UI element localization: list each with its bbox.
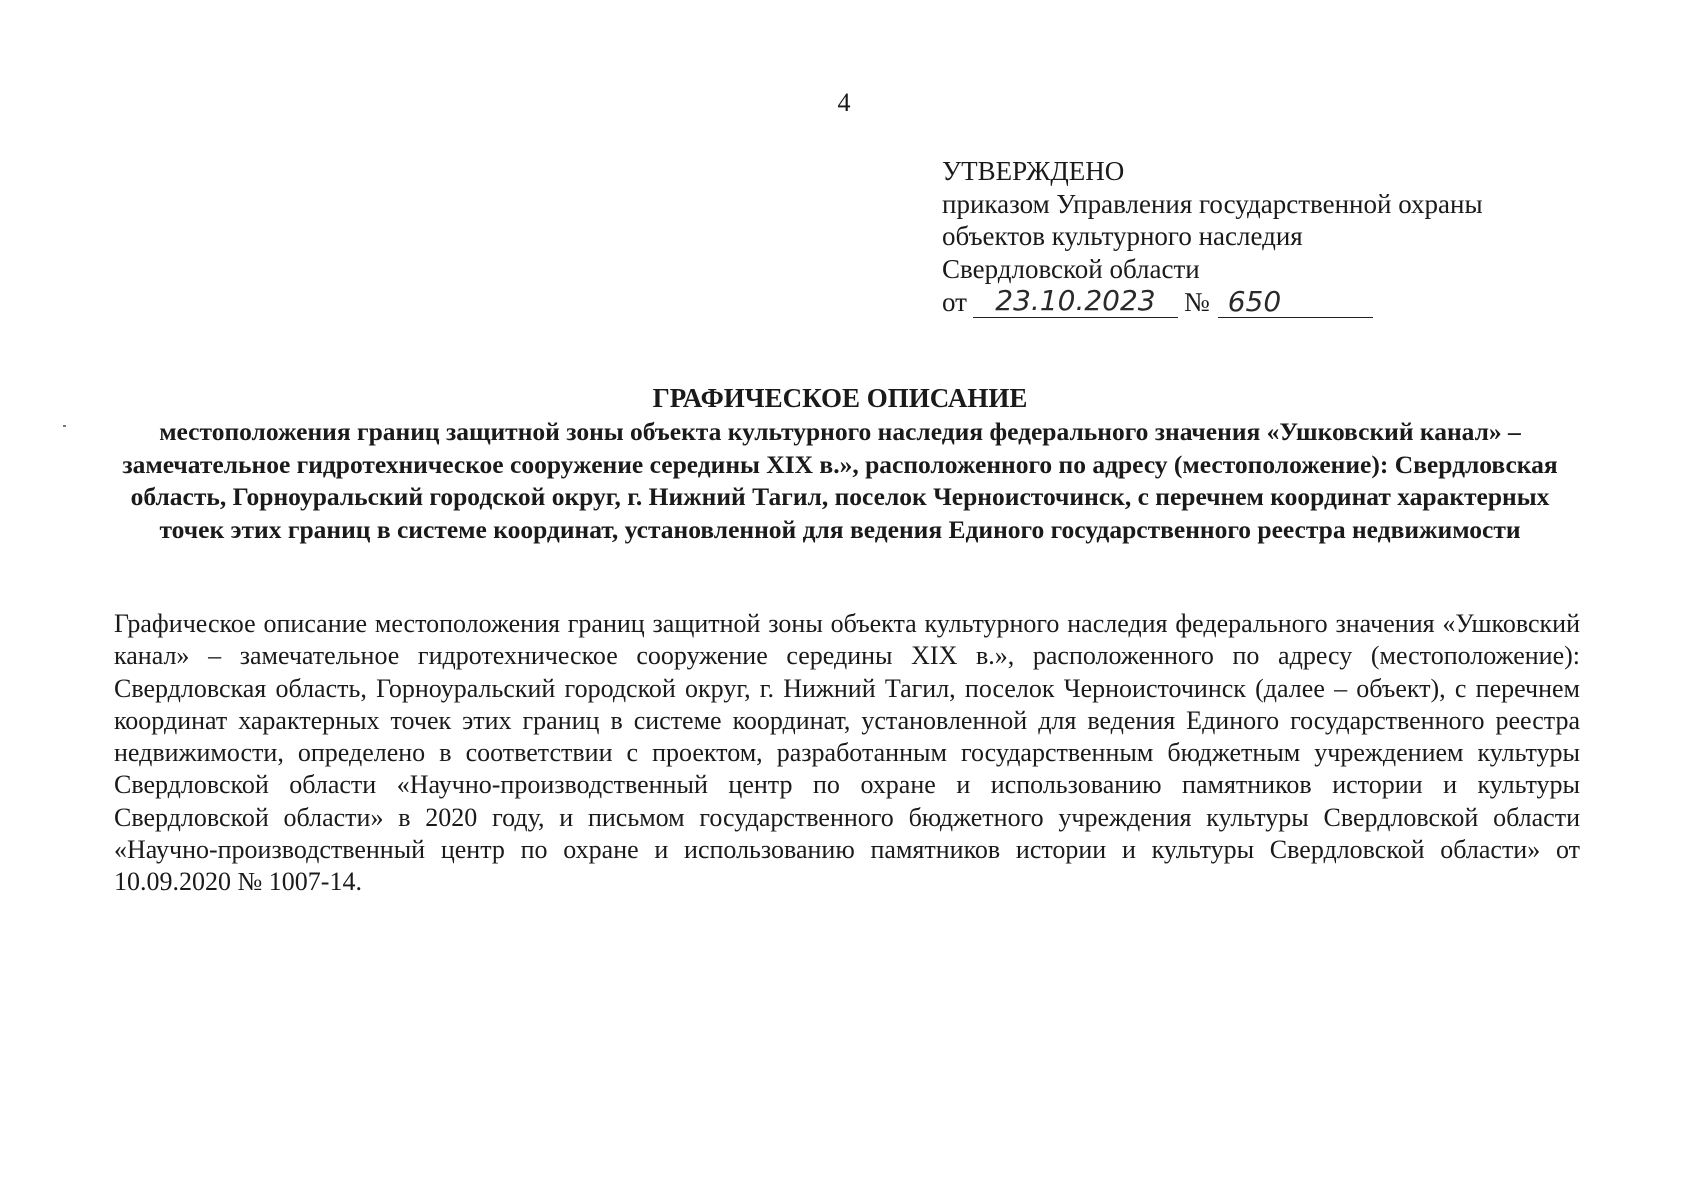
margin-mark — [63, 425, 66, 427]
document-subtitle: местоположения границ защитной зоны объекта культурного наследия федерального значения «Ушковский канал» – замечательное гидротехническое сооружение середины XIX в.», расположенного по адресу (местоположение): Свердловская область, Горноуральский городской округ, г. Нижний Тагил, поселок Черноисточинск, с перечнем координат характерных точек этих границ в системе координат, установленной для ведения Единого государственного реестра недвижимости — [122, 417, 1558, 544]
approved-label: УТВЕРЖДЕНО — [942, 156, 1125, 186]
document-title-block — [120, 382, 1560, 546]
approval-line-3: Свердловской области — [942, 253, 1200, 284]
document-title: ГРАФИЧЕСКОЕ ОПИСАНИЕ — [652, 383, 1028, 413]
date-prefix: от — [942, 286, 967, 317]
order-date-handwritten: 23.10.2023 — [973, 285, 1178, 318]
order-number-handwritten: 650 — [1218, 286, 1373, 318]
number-prefix: № — [1183, 286, 1210, 317]
approval-line-1: приказом Управления государственной охраны — [942, 188, 1483, 219]
approval-stamp-block — [942, 155, 1582, 318]
page-number: 4 — [837, 88, 851, 117]
order-date-number-row — [942, 285, 1582, 318]
body-paragraph: Графическое описание местоположения границ защитной зоны объекта культурного наследия федерального значения «Ушковский канал» – замечательное гидротехническое сооружение середины XIX в.», расположенного по адресу (местоположение): Свердловская область, Горноуральский городской округ, г. Нижний Тагил, поселок Черноисточинск (далее – объект), с перечнем координат характерных точек этих границ в системе координат, установленной для ведения Единого государственного реестра недвижимости, определено в соответствии с проектом, разработанным государственным бюджетным учреждением культуры Свердловской области «Научно-производственный центр по охране и использованию памятников истории и культуры Свердловской области» в 2020 году, и письмом государственного бюджетного учреждения культуры Свердловской области «Научно-производственный центр по охране и использованию памятников истории и культуры Свердловской области» от 10.09.2020 № 1007-14. — [114, 609, 1580, 897]
approval-line-2: объектов культурного наследия — [942, 221, 1303, 251]
